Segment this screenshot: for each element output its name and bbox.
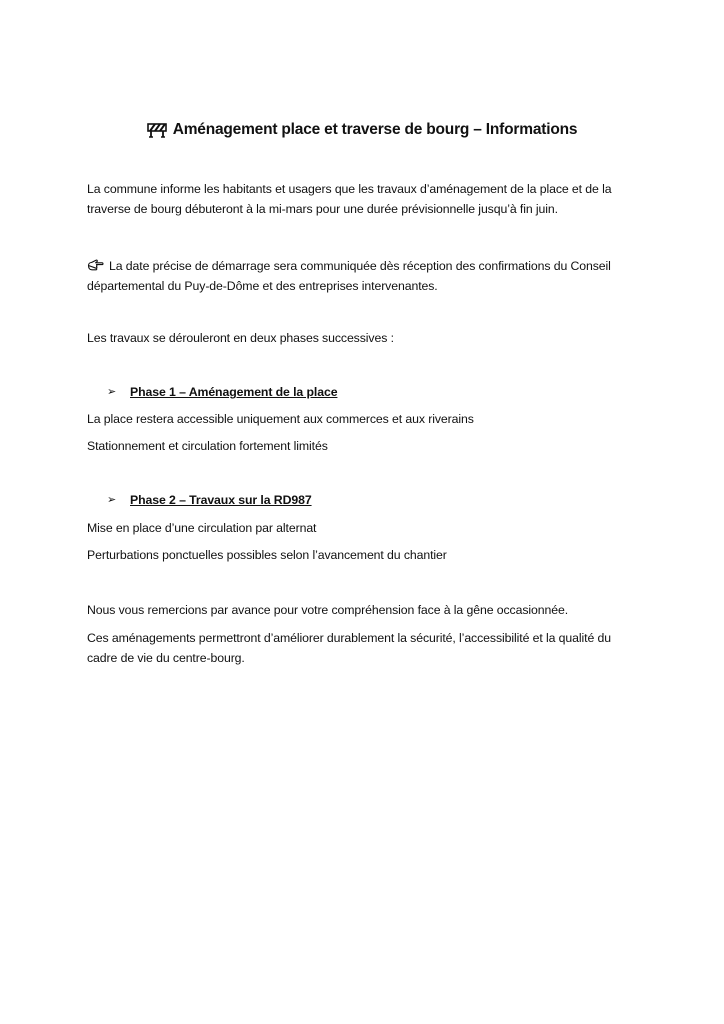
intro-paragraph xyxy=(87,179,647,219)
document-title-text: Aménagement place et traverse de bourg – Informations xyxy=(172,121,578,138)
arrow-bullet-icon: ➢ xyxy=(107,386,117,398)
phase-1-title: Phase 1 – Aménagement de la place xyxy=(130,385,338,399)
phase-2-item: Perturbations ponctuelles possibles selon l’avancement du chantier xyxy=(87,548,447,562)
notice-line-2: départemental du Puy-de-Dôme et des entreprises intervenantes. xyxy=(87,279,438,293)
phase-2-heading xyxy=(107,490,312,510)
intro-line-1: La commune informe les habitants et usagers que les travaux d’aménagement de la place et de la xyxy=(87,182,612,196)
phase-1-heading xyxy=(107,382,337,402)
closing-line-2: cadre de vie du centre-bourg. xyxy=(87,651,245,665)
phase-2-title: Phase 2 – Travaux sur la RD987 xyxy=(130,493,312,507)
notice-paragraph xyxy=(87,256,647,296)
phase-1-item: Stationnement et circulation fortement limités xyxy=(87,439,328,453)
arrow-bullet-icon: ➢ xyxy=(107,494,117,506)
construction-barrier-icon xyxy=(147,122,167,138)
phase-1-item: La place restera accessible uniquement aux commerces et aux riverains xyxy=(87,412,474,426)
phases-intro: Les travaux se dérouleront en deux phases successives : xyxy=(87,331,394,345)
thanks-paragraph: Nous vous remercions par avance pour votre compréhension face à la gêne occasionnée. xyxy=(87,603,569,617)
closing-paragraph xyxy=(87,628,647,668)
phase-2-item: Mise en place d’une circulation par alternat xyxy=(87,521,317,535)
notice-line-1: La date précise de démarrage sera communiquée dès réception des confirmations du Conseil xyxy=(109,259,611,273)
pointing-hand-icon xyxy=(87,259,104,273)
document-title xyxy=(0,121,724,139)
closing-line-1: Ces aménagements permettront d’améliorer durablement la sécurité, l’accessibilité et la qualité du xyxy=(87,631,612,645)
intro-line-2: traverse de bourg débuteront à la mi-mars pour une durée prévisionnelle jusqu’à fin juin. xyxy=(87,202,558,216)
